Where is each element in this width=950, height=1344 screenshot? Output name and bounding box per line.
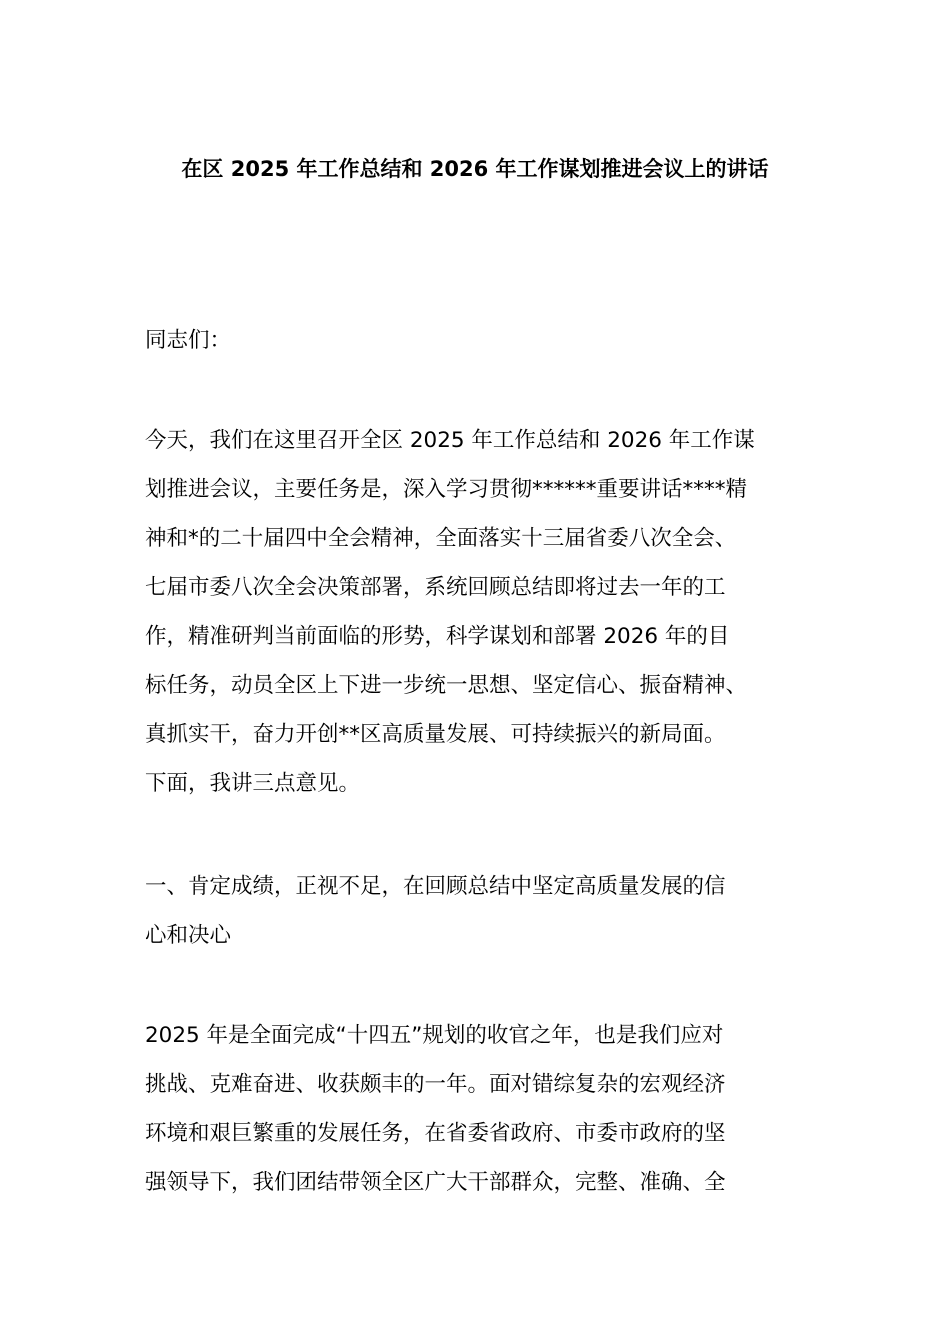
- greeting-line: 同志们：: [145, 328, 232, 353]
- greeting: [145, 316, 835, 365]
- heading-line: 心和决心: [145, 923, 232, 948]
- paragraph-line: 挑战、克难奋进、收获颇丰的一年。面对错综复杂的宏观经济: [145, 1072, 726, 1097]
- paragraph-line: 神和*的二十届四中全会精神，全面落实十三届省委八次全会、: [145, 526, 737, 551]
- paragraph-line: 2025 年是全面完成“十四五”规划的收官之年，也是我们应对: [145, 1023, 724, 1048]
- paragraph-line: 七届市委八次全会决策部署，系统回顾总结即将过去一年的工: [145, 575, 726, 600]
- document-title: 在区 2025 年工作总结和 2026 年工作谋划推进会议上的讲话: [181, 157, 769, 181]
- paragraph-line: 今天，我们在这里召开全区 2025 年工作总结和 2026 年工作谋: [145, 428, 755, 453]
- paragraph-line: 划推进会议，主要任务是，深入学习贯彻******重要讲话****精: [145, 477, 748, 502]
- paragraph-line: 下面，我讲三点意见。: [145, 771, 361, 796]
- paragraph-line: 标任务，动员全区上下进一步统一思想、坚定信心、振奋精神、: [145, 673, 748, 698]
- paragraph-review: [145, 1011, 835, 1207]
- paragraph-line: 真抓实干，奋力开创**区高质量发展、可持续振兴的新局面。: [145, 722, 726, 747]
- paragraph-line: 环境和艰巨繁重的发展任务，在省委省政府、市委市政府的坚: [145, 1121, 726, 1146]
- heading-line: 一、肯定成绩，正视不足，在回顾总结中坚定高质量发展的信: [145, 874, 726, 899]
- paragraph-intro: [145, 416, 835, 808]
- paragraph-line: 强领导下，我们团结带领全区广大干部群众，完整、准确、全: [145, 1170, 726, 1195]
- paragraph-line: 作，精准研判当前面临的形势，科学谋划和部署 2026 年的目: [145, 624, 730, 649]
- section-heading-1: [145, 862, 835, 960]
